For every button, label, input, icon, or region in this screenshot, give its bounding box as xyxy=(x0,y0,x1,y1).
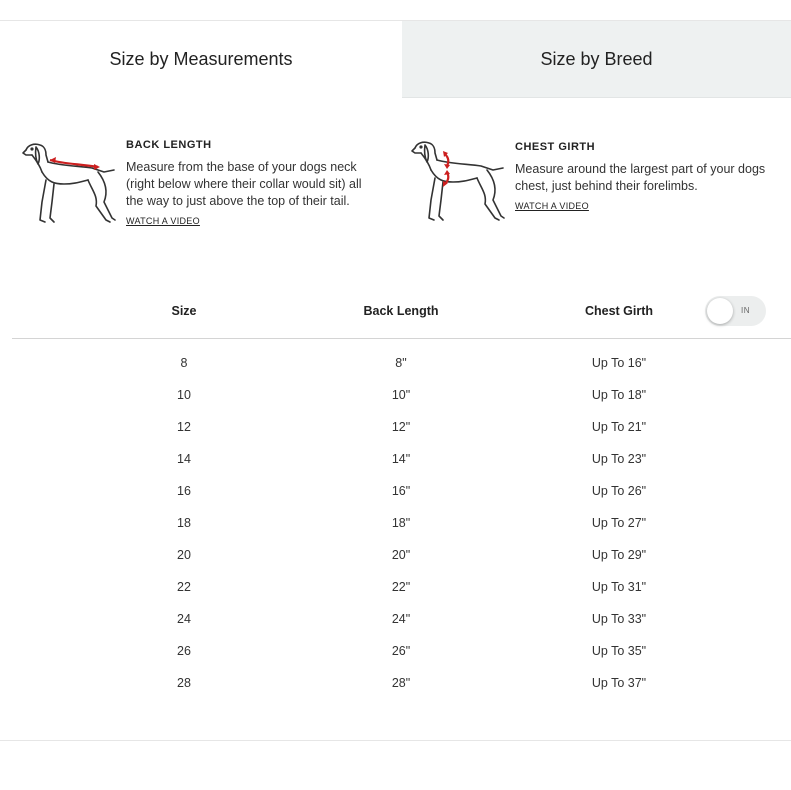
back-length-cell: 26" xyxy=(391,644,411,658)
back-length-cell: 10" xyxy=(391,388,411,402)
back-length-cell: 18" xyxy=(391,516,411,530)
chest-girth-cell: Up To 31" xyxy=(591,580,647,594)
back-length-watch-video-link[interactable]: WATCH A VIDEO xyxy=(126,216,200,226)
back-length-cell: 20" xyxy=(391,548,411,562)
chest-girth-cell: Up To 18" xyxy=(591,388,647,402)
table-row xyxy=(0,540,791,572)
back-length-cell: 16" xyxy=(391,484,411,498)
chest-girth-cell: Up To 37" xyxy=(591,676,647,690)
table-row xyxy=(0,412,791,444)
table-row xyxy=(0,508,791,540)
chest-girth-cell: Up To 16" xyxy=(591,356,647,370)
chest-girth-cell: Up To 27" xyxy=(591,516,647,530)
size-cell: 10 xyxy=(177,388,191,402)
back-length-cell: 12" xyxy=(391,420,411,434)
toggle-label: IN xyxy=(741,306,750,315)
size-cell: 14 xyxy=(177,452,191,466)
dog-chest-girth-icon xyxy=(407,132,507,230)
column-header-back-length: Back Length xyxy=(363,304,439,318)
back-length-description: Measure from the base of your dogs neck (right below where their collar would sit) all the way to just above the top of their tail. xyxy=(126,160,362,208)
size-cell: 28 xyxy=(177,676,191,690)
size-cell: 8 xyxy=(180,356,188,370)
size-tabs xyxy=(0,21,791,98)
chest-girth-cell: Up To 33" xyxy=(591,612,647,626)
back-length-guide xyxy=(18,130,381,229)
chest-girth-title: CHEST GIRTH xyxy=(515,141,596,153)
size-table-header xyxy=(0,296,791,330)
table-row xyxy=(0,444,791,476)
column-header-chest-girth: Chest Girth xyxy=(584,304,654,318)
back-length-cell: 24" xyxy=(391,612,411,626)
unit-toggle[interactable] xyxy=(705,296,766,326)
size-cell: 26 xyxy=(177,644,191,658)
table-row xyxy=(0,636,791,668)
tab-size-by-measurements[interactable]: Size by Measurements xyxy=(0,21,402,98)
table-row xyxy=(0,380,791,412)
table-row xyxy=(0,476,791,508)
size-cell: 16 xyxy=(177,484,191,498)
dog-back-length-icon xyxy=(18,130,118,228)
tab-size-by-breed[interactable]: Size by Breed xyxy=(402,21,791,98)
chest-girth-cell: Up To 35" xyxy=(591,644,647,658)
chest-girth-description: Measure around the largest part of your dogs chest, just behind their forelimbs. xyxy=(515,162,766,193)
bottom-divider xyxy=(0,740,791,741)
table-row xyxy=(0,572,791,604)
back-length-cell: 22" xyxy=(391,580,411,594)
size-table-body xyxy=(0,348,791,700)
size-cell: 24 xyxy=(177,612,191,626)
chest-girth-guide xyxy=(407,132,770,230)
toggle-knob xyxy=(707,298,733,324)
back-length-cell: 8" xyxy=(395,356,407,370)
chest-girth-cell: Up To 21" xyxy=(591,420,647,434)
table-row xyxy=(0,604,791,636)
size-cell: 18 xyxy=(177,516,191,530)
size-cell: 20 xyxy=(177,548,191,562)
back-length-cell: 14" xyxy=(391,452,411,466)
size-cell: 12 xyxy=(177,420,191,434)
chest-girth-cell: Up To 26" xyxy=(591,484,647,498)
chest-girth-cell: Up To 29" xyxy=(591,548,647,562)
table-row xyxy=(0,668,791,700)
table-header-divider xyxy=(12,338,791,339)
size-cell: 22 xyxy=(177,580,191,594)
table-row xyxy=(0,348,791,380)
back-length-title: BACK LENGTH xyxy=(126,139,212,151)
back-length-cell: 28" xyxy=(391,676,411,690)
column-header-size: Size xyxy=(171,304,197,318)
chest-girth-cell: Up To 23" xyxy=(591,452,647,466)
chest-girth-watch-video-link[interactable]: WATCH A VIDEO xyxy=(515,201,589,211)
